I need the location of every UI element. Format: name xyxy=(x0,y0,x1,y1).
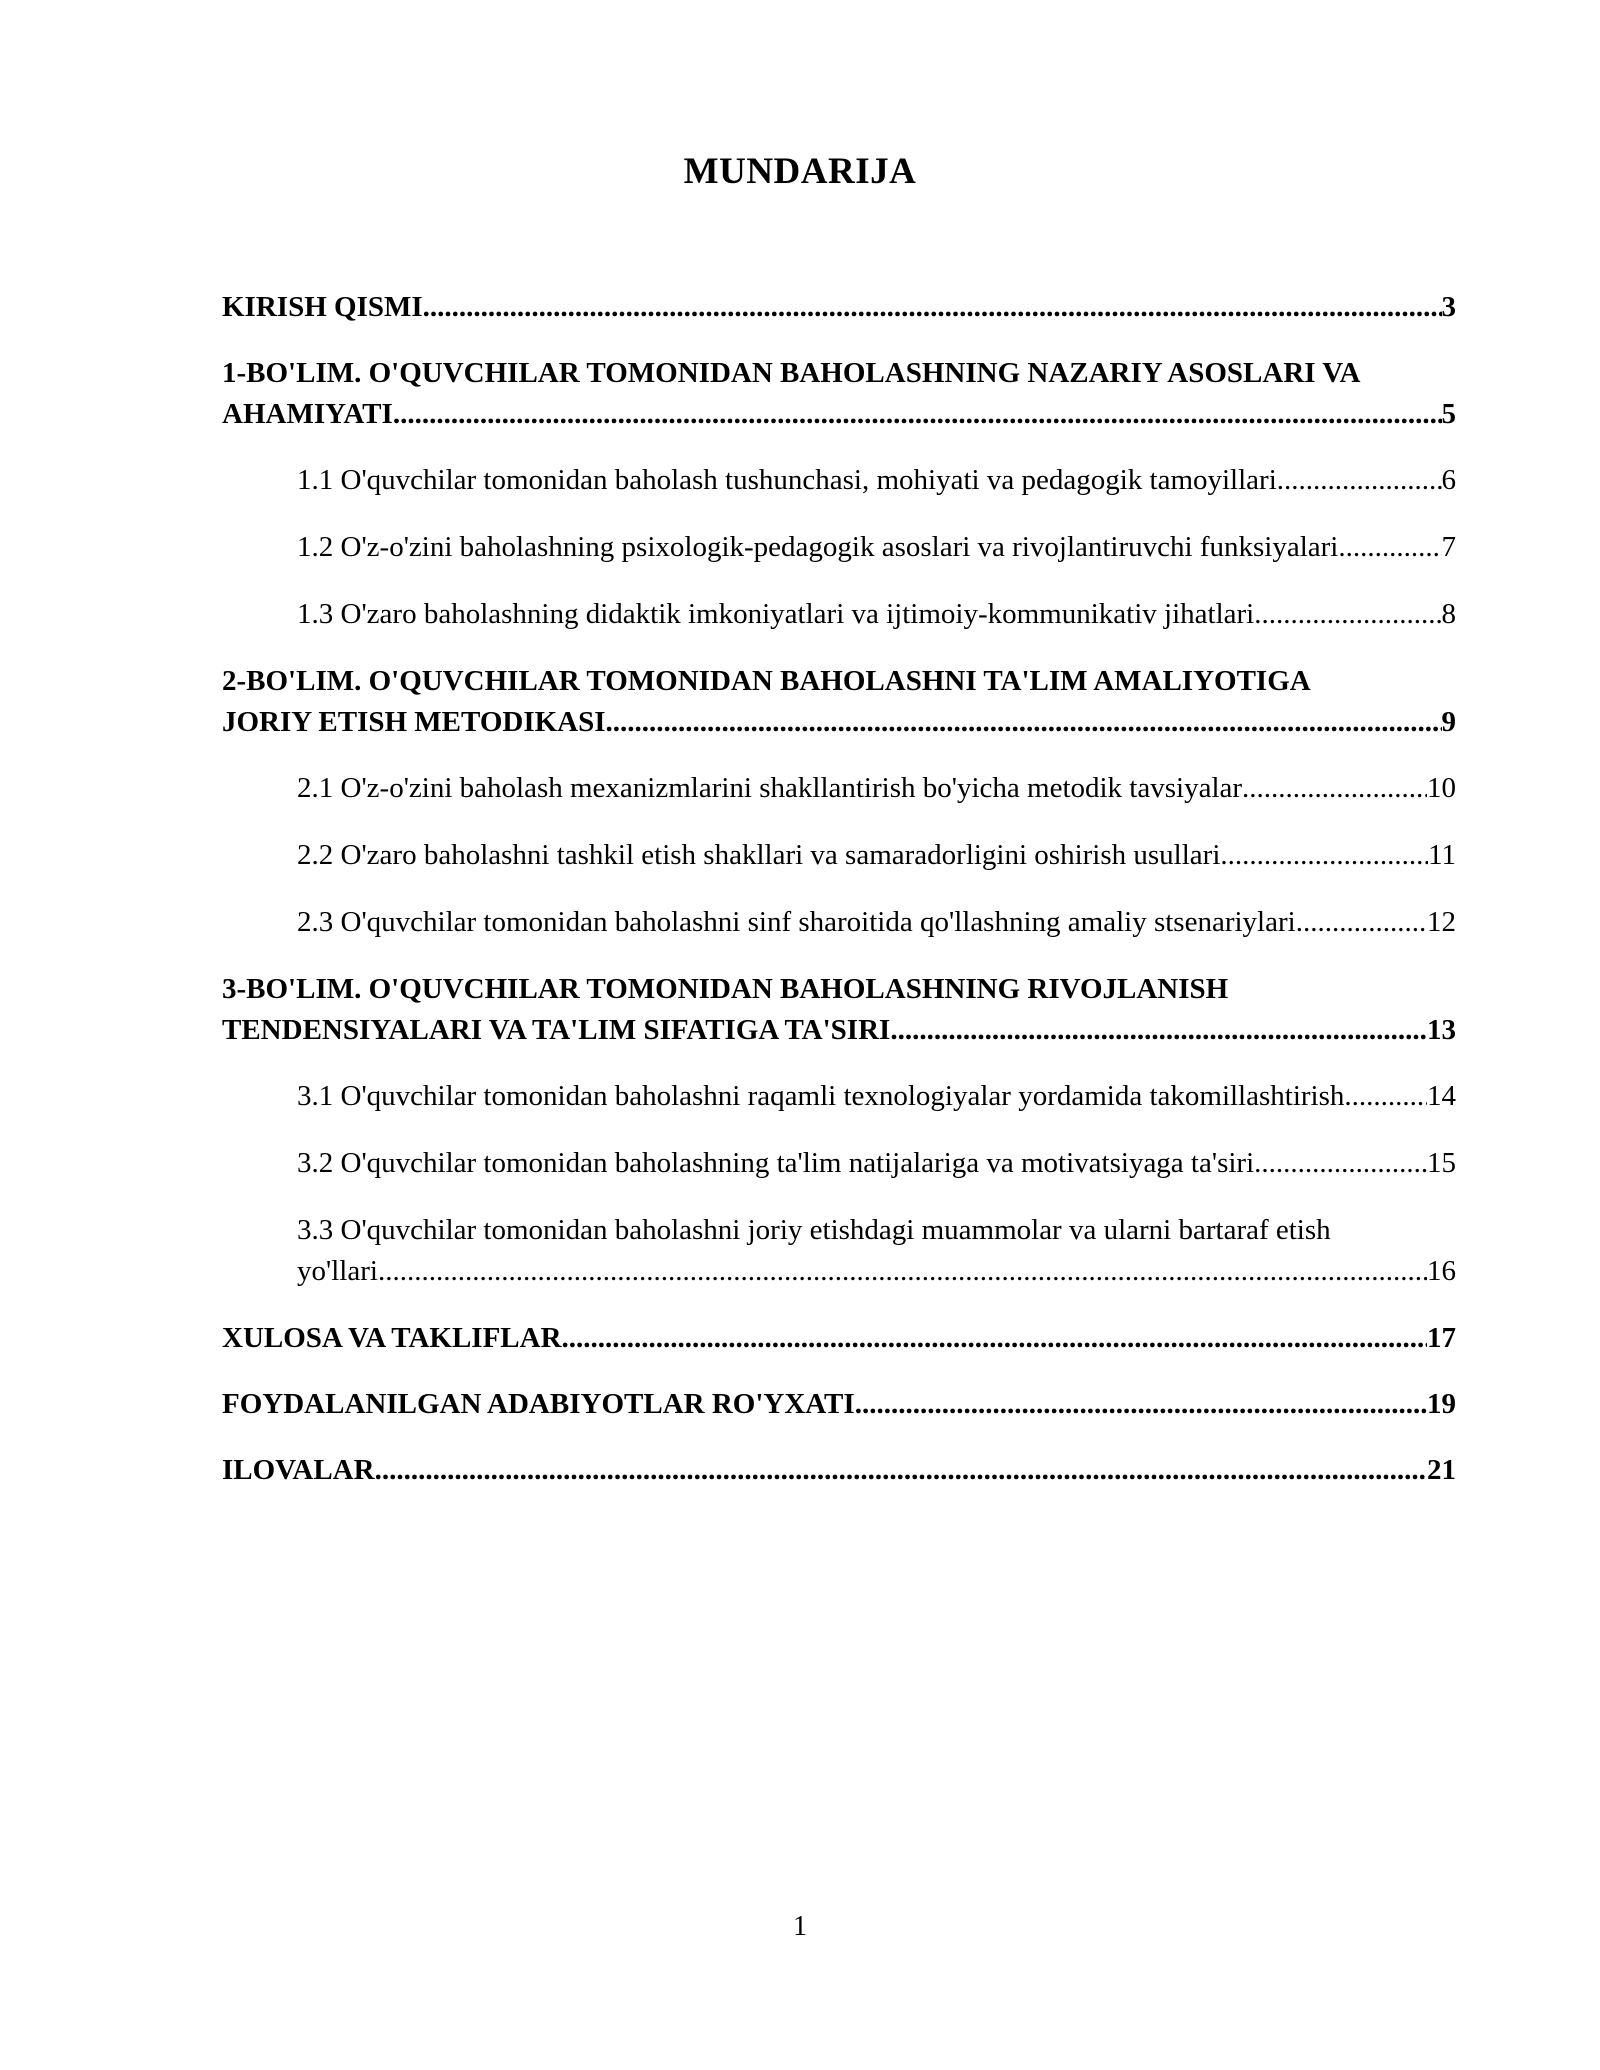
toc-entry-adabiyotlar xyxy=(222,1384,1456,1425)
toc-entry-chapter-1 xyxy=(222,353,1456,435)
toc-page-number: 12 xyxy=(1427,906,1456,938)
toc-entry-title-line1: 1-BO'LIM. O'QUVCHILAR TOMONIDAN BAHOLASHNING NAZARIY ASOSLARI VA xyxy=(222,357,1361,389)
toc-entry-title: 3.1 O'quvchilar tomonidan baholashni raqamli texnologiyalar yordamida takomillashtirish xyxy=(297,1080,1345,1112)
toc-page-number: 17 xyxy=(1427,1322,1456,1354)
dot-leader xyxy=(1296,902,1427,943)
toc-page-number: 13 xyxy=(1427,1014,1456,1046)
toc-entry-title: 1.3 O'zaro baholashning didaktik imkoniyatlari va ijtimoiy-kommunikativ jihatlari xyxy=(297,598,1255,630)
toc-entry-title-line2: yo'llari xyxy=(297,1255,378,1287)
toc-entry-title: 2.2 O'zaro baholashni tashkil etish shakllari va samaradorligini oshirish usullari xyxy=(297,839,1221,871)
toc-entry-title: 2.3 O'quvchilar tomonidan baholashni sinf sharoitida qo'llashning amaliy stsenariylari xyxy=(297,906,1296,938)
toc-entry-section-1-1 xyxy=(222,460,1456,501)
toc-page-number: 6 xyxy=(1441,464,1456,496)
dot-leader xyxy=(1344,1076,1427,1117)
toc-entry-section-1-3 xyxy=(222,594,1456,635)
toc-entry-chapter-3 xyxy=(222,969,1456,1051)
toc-entry-title-line2: TENDENSIYALARI VA TA'LIM SIFATIGA TA'SIRI xyxy=(222,1014,891,1046)
toc-entry-title: FOYDALANILGAN ADABIYOTLAR RO'YXATI xyxy=(222,1388,855,1420)
toc-page-number: 19 xyxy=(1427,1388,1456,1420)
toc-entry-chapter-2 xyxy=(222,661,1456,743)
toc-page-number: 15 xyxy=(1427,1147,1456,1179)
dot-leader xyxy=(393,394,1442,435)
toc-entry-section-1-2 xyxy=(222,527,1456,568)
toc-page-number: 7 xyxy=(1441,531,1456,563)
toc-page-number: 9 xyxy=(1441,706,1456,738)
page-number: 1 xyxy=(793,1911,807,1942)
toc-page-number: 5 xyxy=(1441,398,1456,430)
toc-entry-title: 1.1 O'quvchilar tomonidan baholash tushunchasi, mohiyati va pedagogik tamoyillari xyxy=(297,464,1277,496)
dot-leader xyxy=(378,1251,1427,1292)
dot-leader xyxy=(1254,1143,1427,1184)
toc-entry-title: 2.1 O'z-o'zini baholash mexanizmlarini shakllantirish bo'yicha metodik tavsiyalar xyxy=(297,772,1243,804)
dot-leader xyxy=(1254,594,1441,635)
toc-entry-title: 3.2 O'quvchilar tomonidan baholashning ta'lim natijalariga va motivatsiyaga ta'siri xyxy=(297,1147,1255,1179)
dot-leader xyxy=(855,1384,1427,1425)
table-of-contents xyxy=(222,287,1456,1516)
dot-leader xyxy=(1242,768,1427,809)
toc-entry-section-3-2 xyxy=(222,1143,1456,1184)
dot-leader xyxy=(1277,460,1442,501)
toc-entry-title: 1.2 O'z-o'zini baholashning psixologik-pedagogik asoslari va rivojlantiruvchi funksiyalari xyxy=(297,531,1339,563)
toc-page-number: 8 xyxy=(1441,598,1456,630)
dot-leader xyxy=(1220,835,1428,876)
toc-entry-title: KIRISH QISMI xyxy=(222,291,423,323)
toc-entry-title-line2: AHAMIYATI xyxy=(222,398,393,430)
toc-page-number: 21 xyxy=(1427,1454,1456,1486)
toc-entry-section-3-3 xyxy=(222,1210,1456,1292)
dot-leader xyxy=(375,1450,1427,1491)
toc-entry-title-line2: JORIY ETISH METODIKASI xyxy=(222,706,606,738)
toc-entry-ilovalar xyxy=(222,1450,1456,1491)
page-title: MUNDARIJA xyxy=(683,151,917,192)
dot-leader xyxy=(890,1010,1427,1051)
toc-entry-title-line1: 3.3 O'quvchilar tomonidan baholashni joriy etishdagi muammolar va ularni bartaraf etish xyxy=(297,1214,1331,1246)
toc-entry-xulosa xyxy=(222,1318,1456,1359)
toc-page-number: 14 xyxy=(1427,1080,1456,1112)
toc-entry-kirish xyxy=(222,287,1456,328)
dot-leader xyxy=(606,702,1442,743)
toc-page-number: 11 xyxy=(1428,839,1456,871)
toc-entry-title-line1: 2-BO'LIM. O'QUVCHILAR TOMONIDAN BAHOLASHNI TA'LIM AMALIYOTIGA xyxy=(222,665,1311,697)
toc-page-number: 3 xyxy=(1441,291,1456,323)
dot-leader xyxy=(423,287,1442,328)
toc-entry-title: ILOVALAR xyxy=(222,1454,375,1486)
toc-entry-title: XULOSA VA TAKLIFLAR xyxy=(222,1322,562,1354)
dot-leader xyxy=(1338,527,1441,568)
dot-leader xyxy=(562,1318,1427,1359)
toc-entry-section-2-3 xyxy=(222,902,1456,943)
toc-entry-section-3-1 xyxy=(222,1076,1456,1117)
toc-entry-section-2-2 xyxy=(222,835,1456,876)
toc-entry-section-2-1 xyxy=(222,768,1456,809)
toc-page-number: 10 xyxy=(1427,772,1456,804)
toc-page-number: 16 xyxy=(1427,1255,1456,1287)
toc-entry-title-line1: 3-BO'LIM. O'QUVCHILAR TOMONIDAN BAHOLASHNING RIVOJLANISH xyxy=(222,973,1229,1005)
